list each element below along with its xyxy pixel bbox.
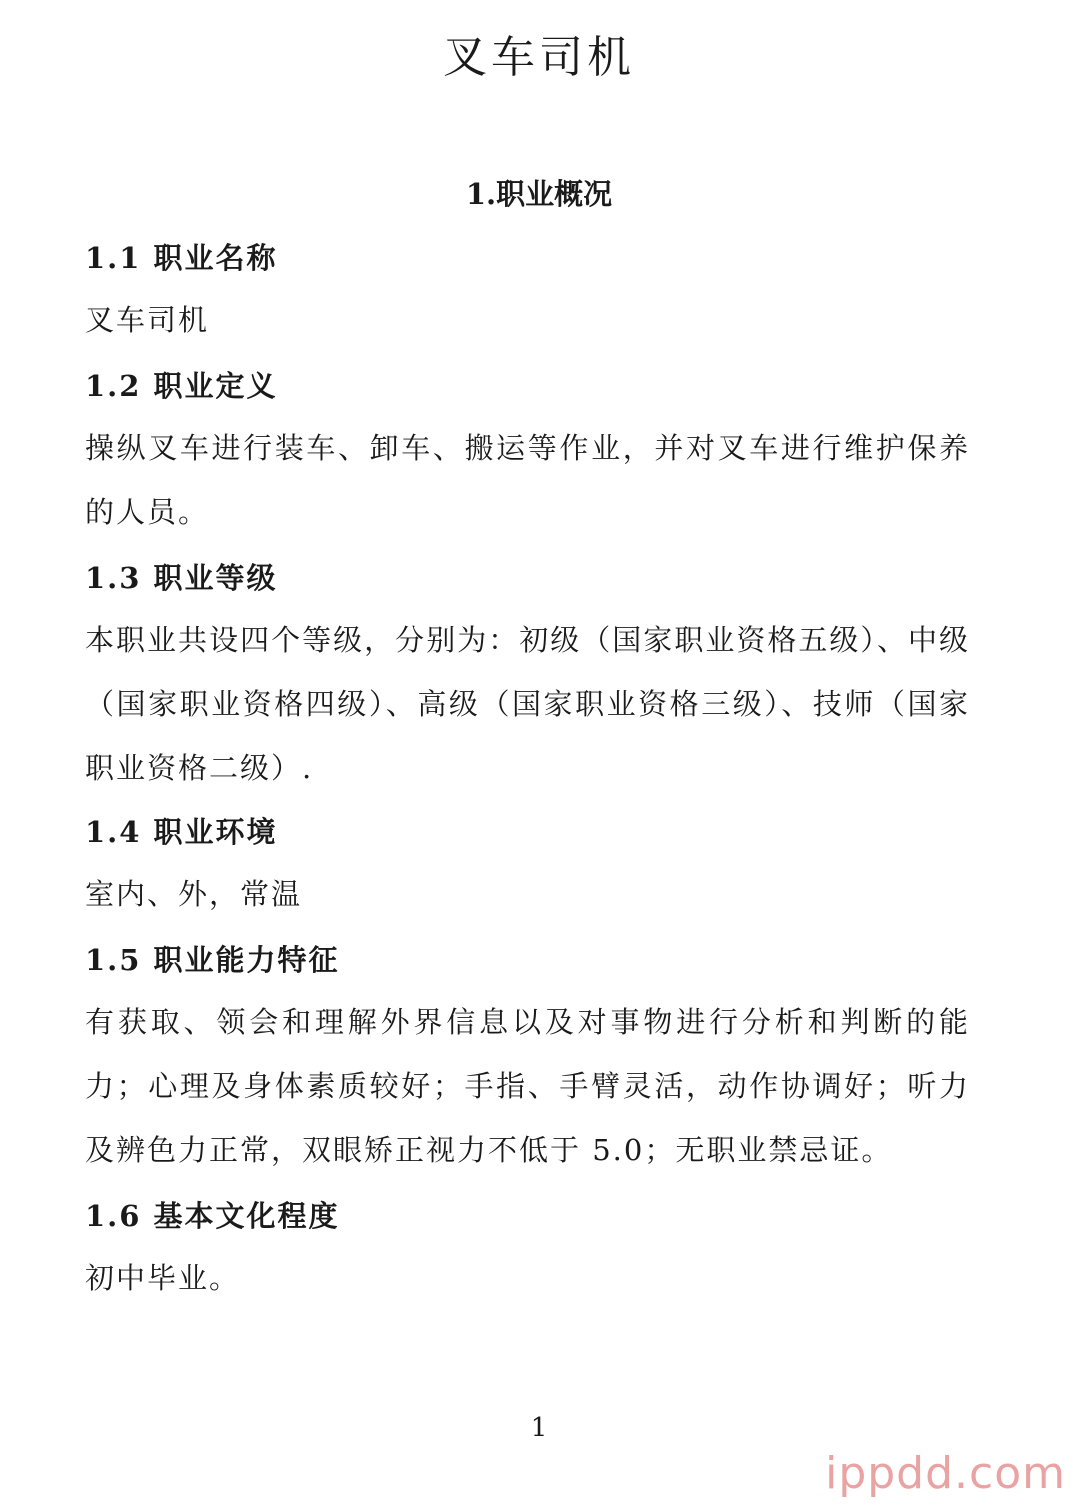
- watermark: ippdd.com: [825, 1448, 1066, 1499]
- document-title: 叉车司机: [443, 32, 635, 83]
- section-body-ability-traits: 有获取、领会和理解外界信息以及对事物进行分析和判断的能力；心理及身体素质较好；手指、手臂灵活，动作协调好；听力及辨色力正常，双眼矫正视力不低于 5.0；无职业禁忌证。: [85, 1005, 970, 1167]
- section-heading-occupation-levels: 1.3 职业等级: [85, 561, 278, 595]
- section-body-education: 初中毕业。: [85, 1261, 241, 1295]
- section-body-occupation-levels: 本职业共设四个等级，分别为：初级（国家职业资格五级）、中级（国家职业资格四级）、高级（国家职业资格三级）、技师（国家职业资格二级）.: [85, 623, 970, 785]
- section-heading-education: 1.6 基本文化程度: [85, 1199, 340, 1233]
- section-heading-work-environment: 1.4 职业环境: [85, 815, 278, 849]
- section-body-work-environment: 室内、外，常温: [85, 877, 303, 911]
- section-heading-occupation-definition: 1.2 职业定义: [85, 369, 278, 403]
- section-body-occupation-definition: 操纵叉车进行装车、卸车、搬运等作业，并对叉车进行维护保养的人员。: [85, 431, 970, 529]
- section-body-occupation-name: 叉车司机: [85, 303, 210, 337]
- section-heading-ability-traits: 1.5 职业能力特征: [85, 943, 340, 977]
- chapter-heading: 1.职业概况: [465, 177, 613, 211]
- page-number: 1: [530, 1413, 548, 1443]
- section-heading-occupation-name: 1.1 职业名称: [85, 241, 278, 275]
